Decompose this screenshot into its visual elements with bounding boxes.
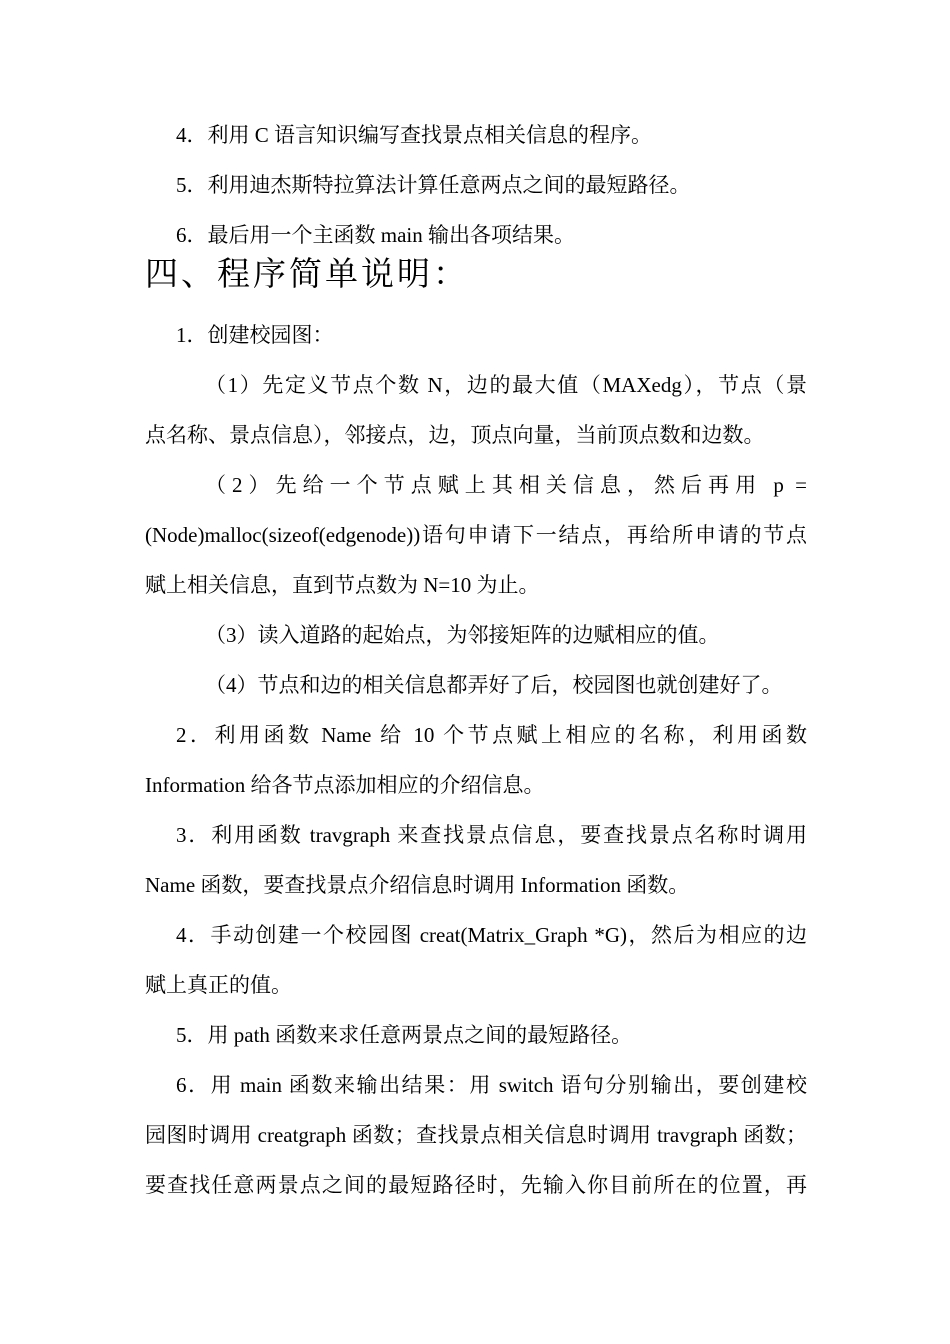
para-1-4-line: （4）节点和边的相关信息都弄好了后，校园图也就创建好了。 bbox=[205, 673, 783, 697]
item-5-line: 5．用 path 函数来求任意两景点之间的最短路径。 bbox=[176, 1023, 633, 1047]
item-6-line-3: 要查找任意两景点之间的最短路径时，先输入你目前所在的位置，再 bbox=[145, 1173, 807, 1197]
item-2-line-1: 2．利用函数 Name 给 10 个节点赋上相应的名称，利用函数 bbox=[176, 723, 807, 747]
item-3-line-1: 3．利用函数 travgraph 来查找景点信息，要查找景点名称时调用 bbox=[176, 823, 807, 847]
section-heading: 四、程序简单说明： bbox=[145, 257, 469, 293]
step-4-line: 4．利用 C 语言知识编写查找景点相关信息的程序。 bbox=[176, 123, 653, 147]
para-1-1-line-1: （1）先定义节点个数 N，边的最大值（MAXedg），节点（景 bbox=[205, 373, 807, 397]
item-4-line-1: 4．手动创建一个校园图 creat(Matrix_Graph *G)，然后为相应的边 bbox=[176, 923, 807, 947]
item-3-line-2: Name 函数，要查找景点介绍信息时调用 Information 函数。 bbox=[145, 873, 690, 897]
para-1-2-line-1: （2）先给一个节点赋上其相关信息，然后再用 p = bbox=[205, 473, 807, 497]
item-6-line-1: 6．用 main 函数来输出结果：用 switch 语句分别输出，要创建校 bbox=[176, 1073, 807, 1097]
item-2-line-2: Information 给各节点添加相应的介绍信息。 bbox=[145, 773, 545, 797]
para-1-2-line-3: 赋上相关信息，直到节点数为 N=10 为止。 bbox=[145, 573, 540, 597]
item-6-line-2: 园图时调用 creatgraph 函数；查找景点相关信息时调用 travgraph 函数； bbox=[145, 1123, 807, 1147]
item-4-line-2: 赋上真正的值。 bbox=[145, 973, 292, 997]
item-1-title: 1．创建校园图： bbox=[176, 323, 334, 347]
para-1-1-line-2: 点名称、景点信息），邻接点，边，顶点向量，当前顶点数和边数。 bbox=[145, 423, 765, 447]
para-1-3-line: （3）读入道路的起始点，为邻接矩阵的边赋相应的值。 bbox=[205, 623, 720, 647]
step-6-line: 6．最后用一个主函数 main 输出各项结果。 bbox=[176, 223, 575, 247]
step-5-line: 5．利用迪杰斯特拉算法计算任意两点之间的最短路径。 bbox=[176, 173, 691, 197]
para-1-2-line-2: (Node)malloc(sizeof(edgenode))语句申请下一结点，再给所申请的节点 bbox=[145, 523, 807, 547]
